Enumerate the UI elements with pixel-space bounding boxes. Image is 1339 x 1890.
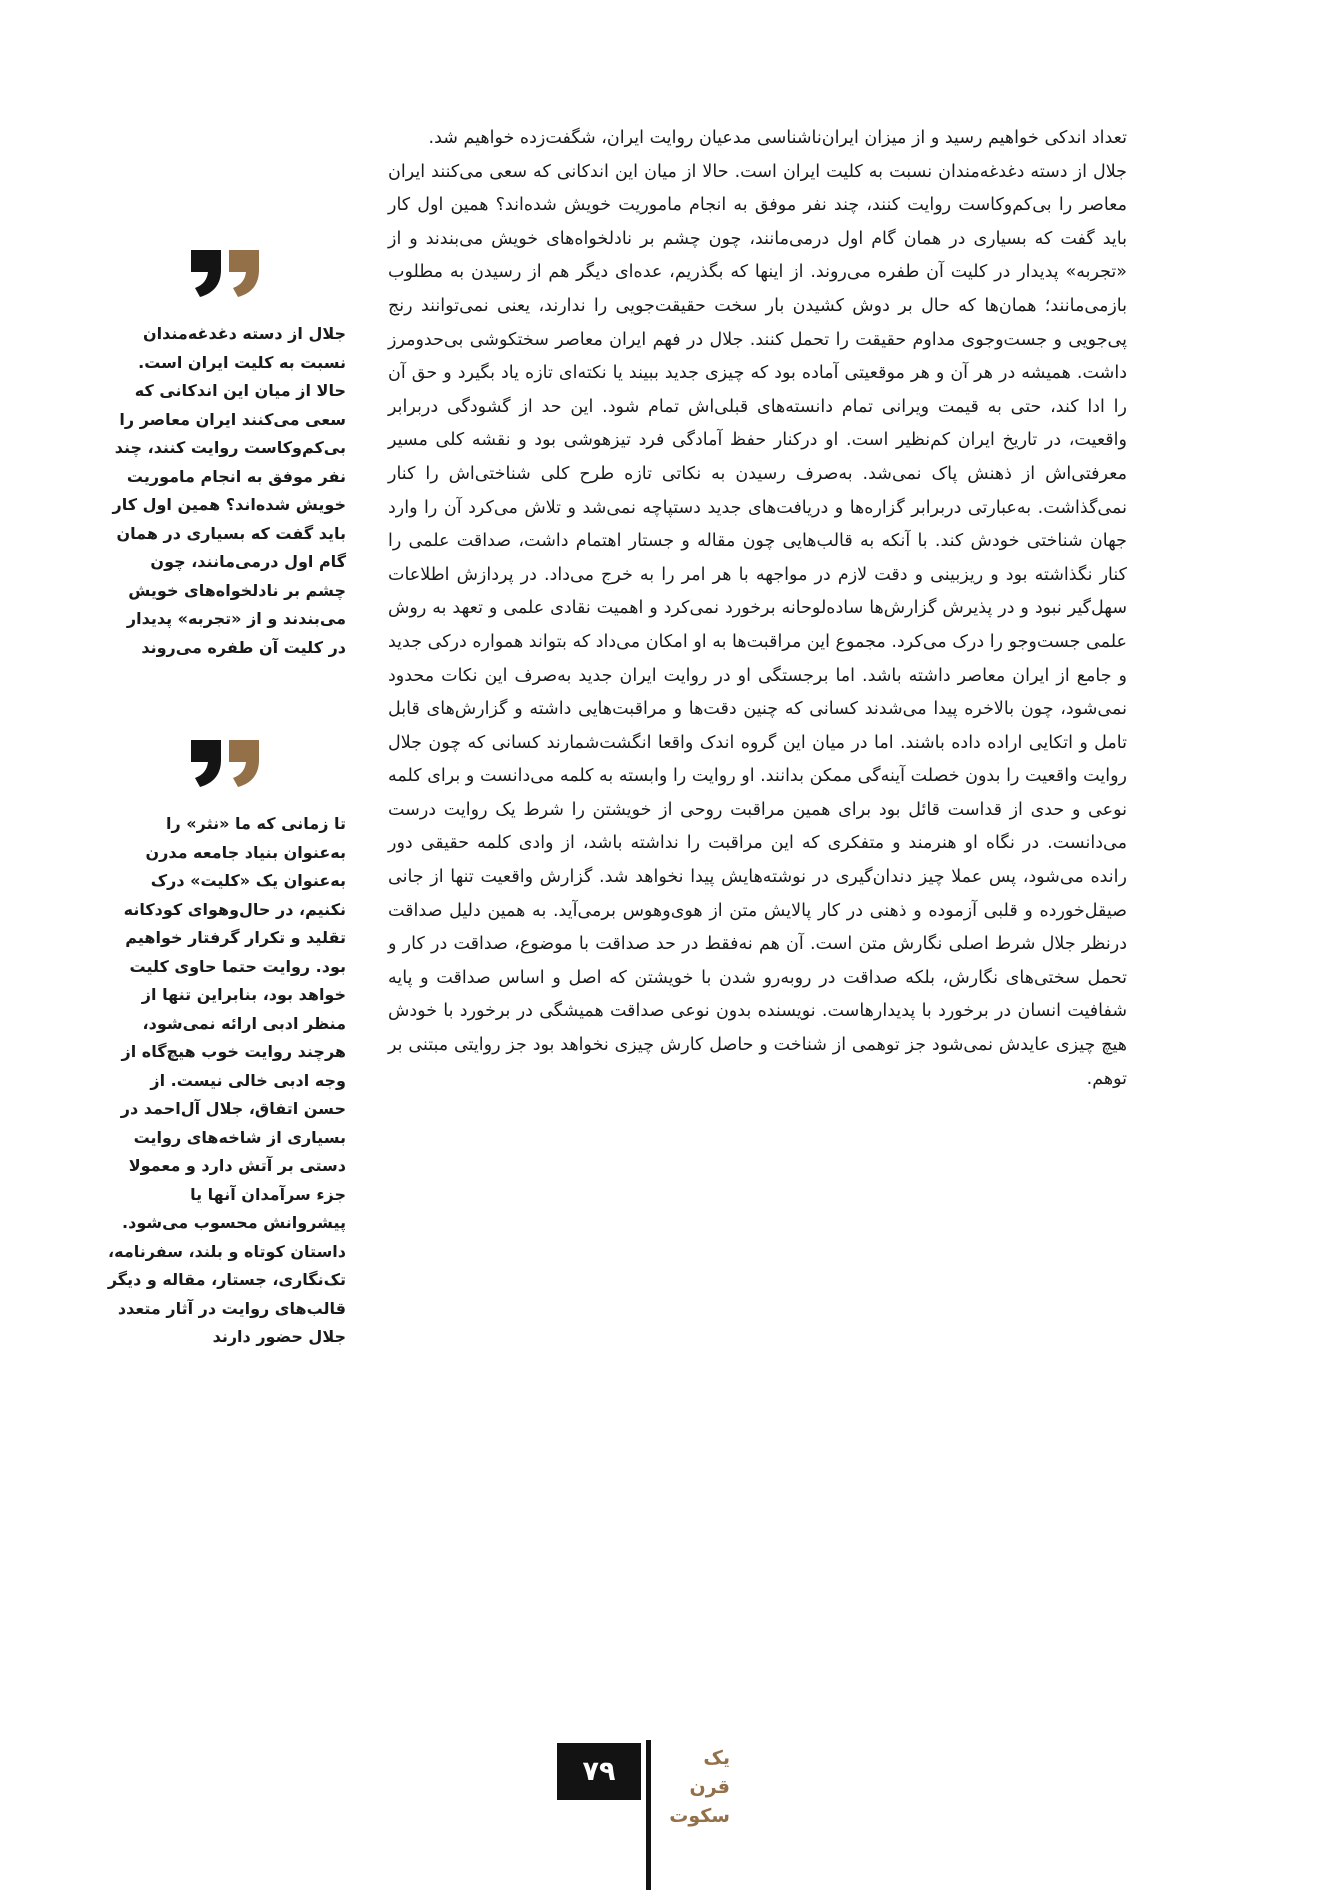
pullquote-text: جلال از دسته دغدغه‌مندان نسبت به کلیت ایران است. حالا از میان این اندکانی که سعی می‌کنند ایران معاصر را بی‌کم‌وکاست روایت کنند، چند نفر موفق به انجام ماموریت خویش شده‌اند؟ همین اول کار باید گفت که بسیاری در همان گام اول درمی‌مانند، چون چشم بر نادلخواه‌های خویش می‌بندند و از «تجربه» پدیدار در کلیت آن طفره می‌روند [112,324,346,657]
pullquote-text: تا زمانی که ما «نثر» را به‌عنوان بنیاد جامعه مدرن به‌عنوان یک «کلیت» درک نکنیم، در حال‌وهوای کودکانه تقلید و تکرار گرفتار خواهیم بود. روایت حتما حاوی کلیت خواهد بود، بنابراین تنها از منظر ادبی ارائه نمی‌شود، هرچند روایت خوب هیچ‌گاه از وجه ادبی خالی نیست. از حسن اتفاق، جلال آل‌احمد در بسیاری از شاخه‌های روایت دستی بر آتش دارد و معمولا جزء سرآمدان آنها یا پیشروانش محسوب می‌شود. داستان کوتاه و بلند، سفرنامه، تک‌نگاری، جستار، مقاله و دیگر قالب‌های روایت در آثار متعدد جلال حضور دارند [107,814,346,1346]
page-number-badge [557,1743,641,1800]
vertical-rule [646,1740,651,1890]
pullquote [106,740,346,1352]
publication-title-line2: سکوت [669,1805,730,1827]
publication-title-line1: یک قرن [689,1747,730,1798]
pullquote-column [106,250,346,1430]
pullquote [106,250,346,662]
quotation-mark-icon [191,250,261,298]
publication-title [658,1744,730,1831]
article-paragraph: جلال از دسته دغدغه‌مندان نسبت به کلیت ایران است. حالا از میان این اندکانی که سعی می‌کنند ایران معاصر را بی‌کم‌وکاست روایت کنند، چند نفر موفق به انجام ماموریت خویش شده‌اند؟ همین اول کار باید گفت که بسیاری در همان گام اول درمی‌مانند، چون چشم بر نادلخواه‌های خویش می‌بندند و از «تجربه» پدیدار در کلیت آن طفره می‌روند. از اینها که بگذریم، عده‌ای دیگر هم از رسیدن به مطلوب بازمی‌مانند؛ همان‌ها که حال بر دوش کشیدن بار سخت حقیقت‌جویی را ندارند، یعنی نمی‌توانند رنج پی‌جویی و جست‌وجوی مداوم حقیقت را تحمل کنند. جلال در فهم ایران معاصر سختکوشی بی‌حدومرز داشت. همیشه در هر آن و هر موقعیتی آماده بود که چیزی جدید ببیند یا نکته‌ای تازه یاد بگیرد و حق آن را ادا کند، حتی به قیمت ویرانی تمام دانسته‌های قبلی‌اش تمام شود. این حد از گشودگی دربرابر واقعیت، در تاریخ ایران کم‌نظیر است. او درکنار حفظ آمادگی فرد تیزهوشی بود و نقشه کلی مسیر معرفتی‌اش از ذهنش پاک نمی‌شد. به‌صرف رسیدن به نکاتی تازه طرح کلی شناختی‌اش را کنار نمی‌گذاشت. به‌عبارتی دربرابر گزاره‌ها و دریافت‌های جدید دستپاچه نمی‌شد و تلاش می‌کرد آن را وارد جهان شناختی خودش کند. با آنکه به قالب‌هایی چون مقاله و جستار اهتمام داشت، صداقت علمی را کنار نگذاشته بود و ریزبینی و دقت لازم در مواجهه با هر امر را به خرج می‌داد. در پردازش اطلاعات سهل‌گیر نبود و در پذیرش گزارش‌ها ساده‌لوحانه برخورد نمی‌کرد و اهمیت نقادی علمی و تعهد به روش علمی جست‌وجو را درک می‌کرد. مجموع این مراقبت‌ها به او امکان می‌داد که بتواند همواره درکی جدید و جامع از ایران معاصر داشته باشد. اما برجستگی او در روایت ایران جدید به‌صرف این نکات محدود نمی‌شود، چون بالاخره پیدا می‌شدند کسانی که چنین دقت‌ها و مراقبت‌هایی داشته و گزارش‌های قابل تامل و اتکایی اراده داده باشند. اما در میان این گروه اندک واقعا انگشت‌شمارند کسانی که چون جلال روایت واقعیت را بدون خصلت آینه‌گی ممکن بدانند. او روایت را وابسته به کلمه می‌دانست و برای کلمه نوعی و حدی از قداست قائل بود برای همین مراقبت روحی از خویشتن را شرط یک روایت درست می‌دانست. در نگاه او هنرمند و متفکری که این مراقبت را نداشته باشد، از وادی کلمه حقیقی دور رانده می‌شود، پس عملا چیز دندان‌گیری در نوشته‌هایش پیدا نخواهد شد. گزارش واقعیت تنها از جانی صیقل‌خورده و قلبی آزموده و ذهنی در کار پالایش متن از هوی‌وهوس برمی‌آید. به همین دلیل صداقت درنظر جلال شرط اصلی نگارش متن است. آن هم نه‌فقط در حد صداقت با موضوع، صداقت در کار و تحمل سختی‌های نگارش، بلکه صداقت در روبه‌رو شدن با خویشتن که اصل و اساس صداقت و پایه شفافیت انسان در برخورد با پدیدارهاست. نویسنده بدون نوعی صداقت همیشگی در برخورد با خودش هیچ چیزی عایدش نمی‌شود جز توهمی از شناخت و حاصل کارش چیزی نخواهد بود جز روایتی مبتنی بر توهم. [388,161,1127,1089]
article-body [388,122,1127,1096]
page-number: ۷۹ [582,1756,616,1787]
article-paragraph: تعداد اندکی خواهیم رسید و از میزان ایران‌ناشناسی مدعیان روایت ایران، شگفت‌زده خواهیم شد. [428,128,1127,148]
quotation-mark-icon [191,740,261,788]
